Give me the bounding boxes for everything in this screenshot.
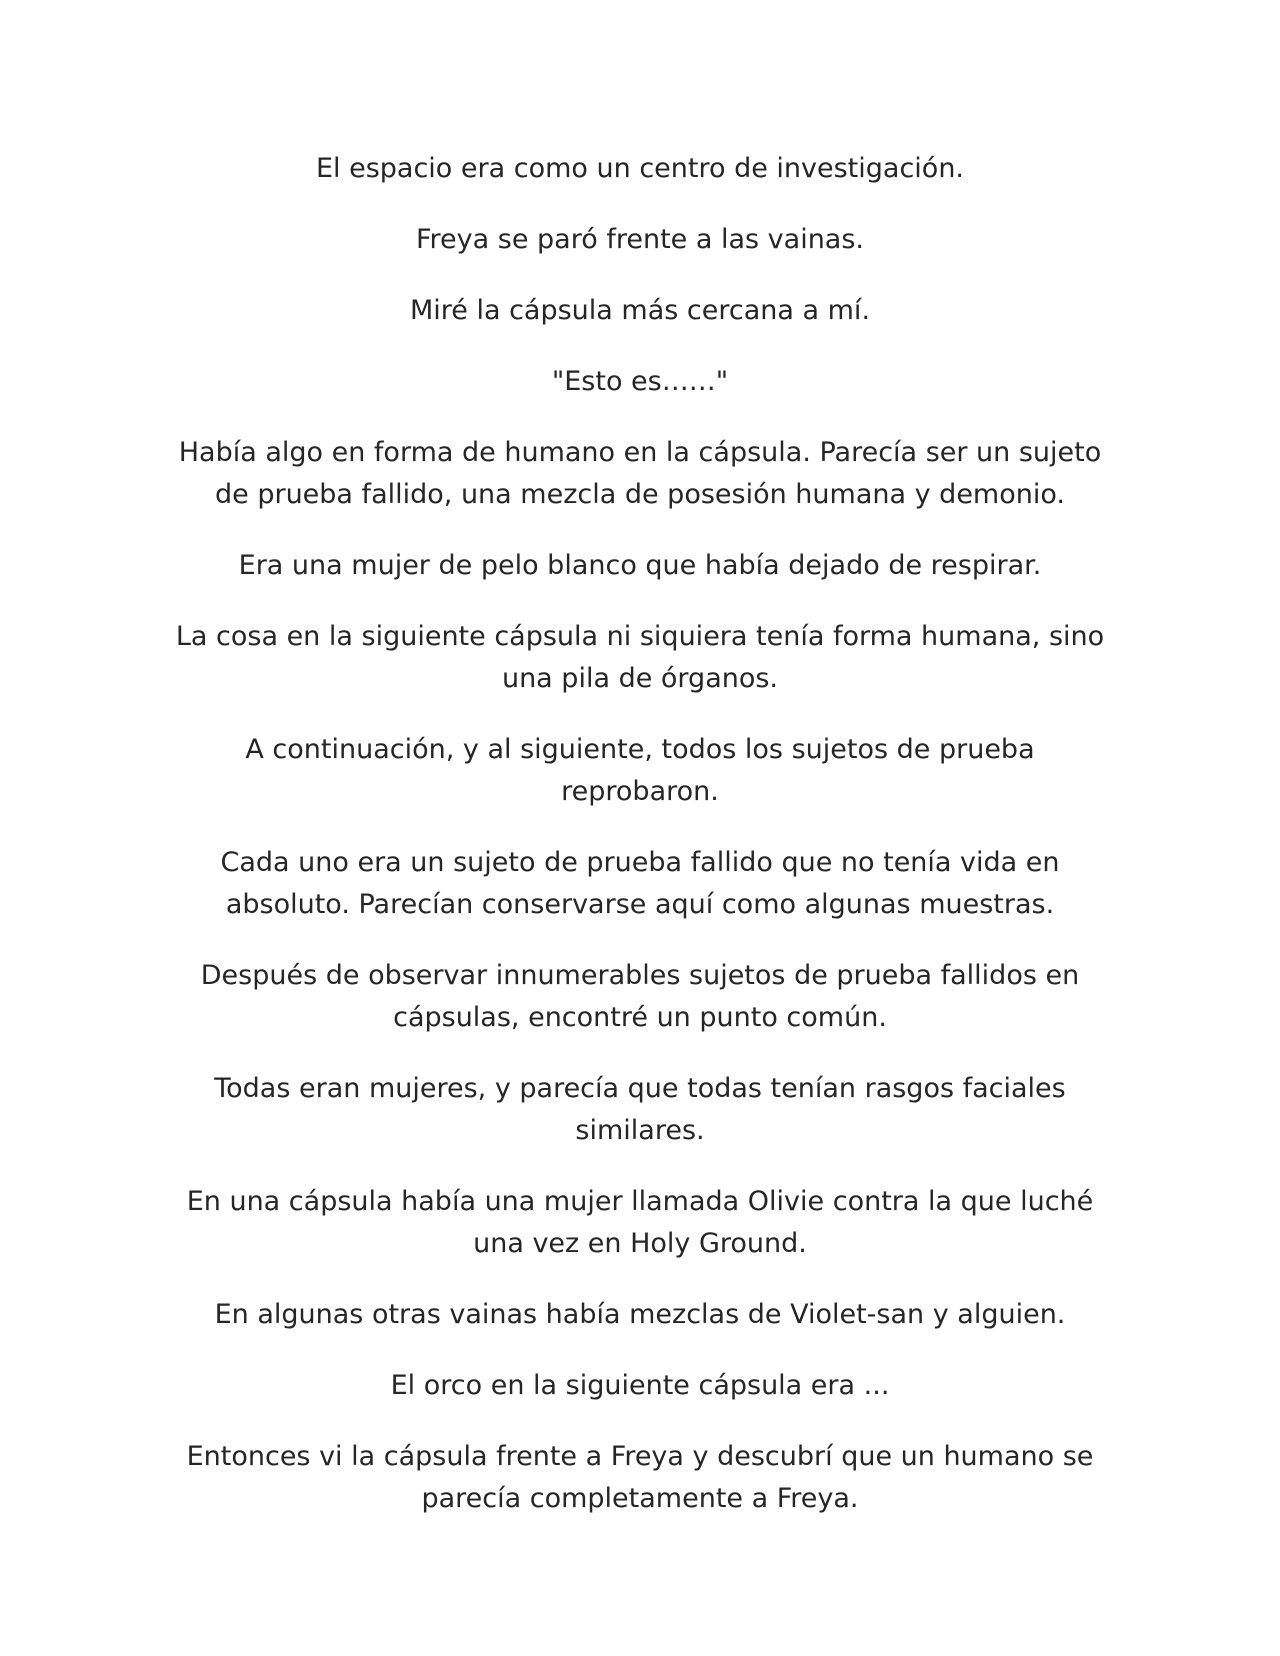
paragraph: Cada uno era un sujeto de prueba fallido que no tenía vida en absoluto. Parecían conservarse aquí como algunas muestras. <box>220 847 1060 920</box>
paragraph: La cosa en la siguiente cápsula ni siquiera tenía forma humana, sino una pila de órganos. <box>175 621 1105 694</box>
paragraph: "Esto es……" <box>551 366 729 397</box>
paragraph: El orco en la siguiente cápsula era ... <box>390 1370 890 1401</box>
paragraph: A continuación, y al siguiente, todos los sujetos de prueba reprobaron. <box>245 734 1035 807</box>
paragraph: Miré la cápsula más cercana a mí. <box>409 295 871 326</box>
paragraph: En una cápsula había una mujer llamada Olivie contra la que luché una vez en Holy Ground. <box>186 1186 1094 1259</box>
paragraph: Había algo en forma de humano en la cápsula. Parecía ser un sujeto de prueba fallido, una mezcla de posesión humana y demonio. <box>178 437 1102 510</box>
paragraph: El espacio era como un centro de investigación. <box>315 153 965 184</box>
paragraph: Freya se paró frente a las vainas. <box>415 224 865 255</box>
paragraph: Era una mujer de pelo blanco que había dejado de respirar. <box>238 550 1042 581</box>
paragraph: En algunas otras vainas había mezclas de Violet-san y alguien. <box>214 1299 1066 1330</box>
paragraph: Todas eran mujeres, y parecía que todas tenían rasgos faciales similares. <box>214 1073 1066 1146</box>
document-body <box>170 148 1110 1549</box>
paragraph: Entonces vi la cápsula frente a Freya y descubrí que un humano se parecía completamente a Freya. <box>186 1441 1094 1514</box>
paragraph: Después de observar innumerables sujetos de prueba fallidos en cápsulas, encontré un punto común. <box>200 960 1080 1033</box>
